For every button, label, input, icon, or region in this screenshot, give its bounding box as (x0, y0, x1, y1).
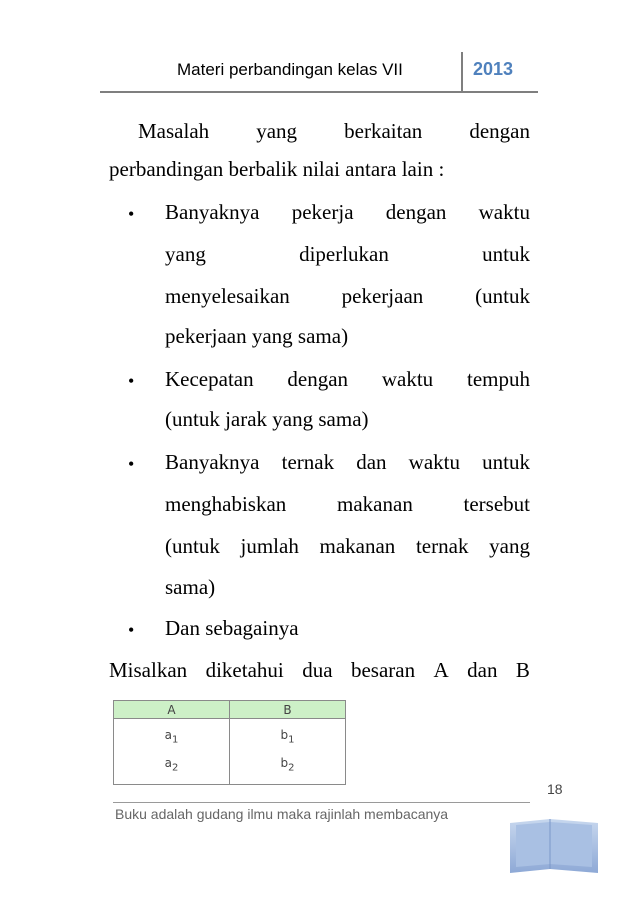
values-table (113, 700, 346, 785)
list-item-1-line-2: yang diperlukan untuk (165, 242, 530, 266)
bullet-icon: • (128, 620, 135, 640)
list-item-2-line-1: Kecepatan dengan waktu tempuh (165, 367, 530, 391)
list-item-2-line-2: (untuk jarak yang sama) (165, 407, 369, 431)
list-item-3-line-2: menghabiskan makanan tersebut (165, 492, 530, 516)
list-item-4-line-1: Dan sebagainya (165, 616, 299, 640)
list-item-1-line-4: pekerjaan yang sama) (165, 324, 349, 348)
table-cell-b: $b_1$ $b_2$ (230, 719, 346, 785)
header-divider (461, 52, 463, 92)
list-item-3-line-3: (untuk jumlah makanan ternak yang (165, 534, 530, 558)
footer-text: Buku adalah gudang ilmu maka rajinlah membacanya (115, 806, 449, 822)
intro-line-1: Masalah yang berkaitan dengan (138, 119, 530, 143)
bullet-icon: • (128, 204, 135, 224)
footer-rule (113, 802, 530, 803)
page-header-title: Materi perbandingan kelas VII (177, 60, 403, 79)
table-header-row (114, 701, 346, 719)
closing-line: Misalkan diketahui dua besaran A dan B (109, 658, 530, 682)
page-header-year: 2013 (473, 59, 514, 79)
bullet-icon: • (128, 454, 135, 474)
footer-decoration-icon (506, 815, 602, 875)
list-item-1-line-3: menyelesaikan pekerjaan (untuk (165, 284, 530, 308)
list-item-3-line-1: Banyaknya ternak dan waktu untuk (165, 450, 530, 474)
header-rule (100, 91, 538, 93)
bullet-icon: • (128, 371, 135, 391)
table-row (114, 719, 346, 785)
table-cell-a: $a_1$ $a_2$ (114, 719, 230, 785)
table-header-a: A (114, 701, 230, 719)
list-item-3-line-4: sama) (165, 575, 216, 599)
intro-line-2: perbandingan berbalik nilai antara lain : (109, 157, 445, 181)
list-item-1-line-1: Banyaknya pekerja dengan waktu (165, 200, 530, 224)
table-header-b: B (230, 701, 346, 719)
page-number: 18 (547, 781, 563, 797)
